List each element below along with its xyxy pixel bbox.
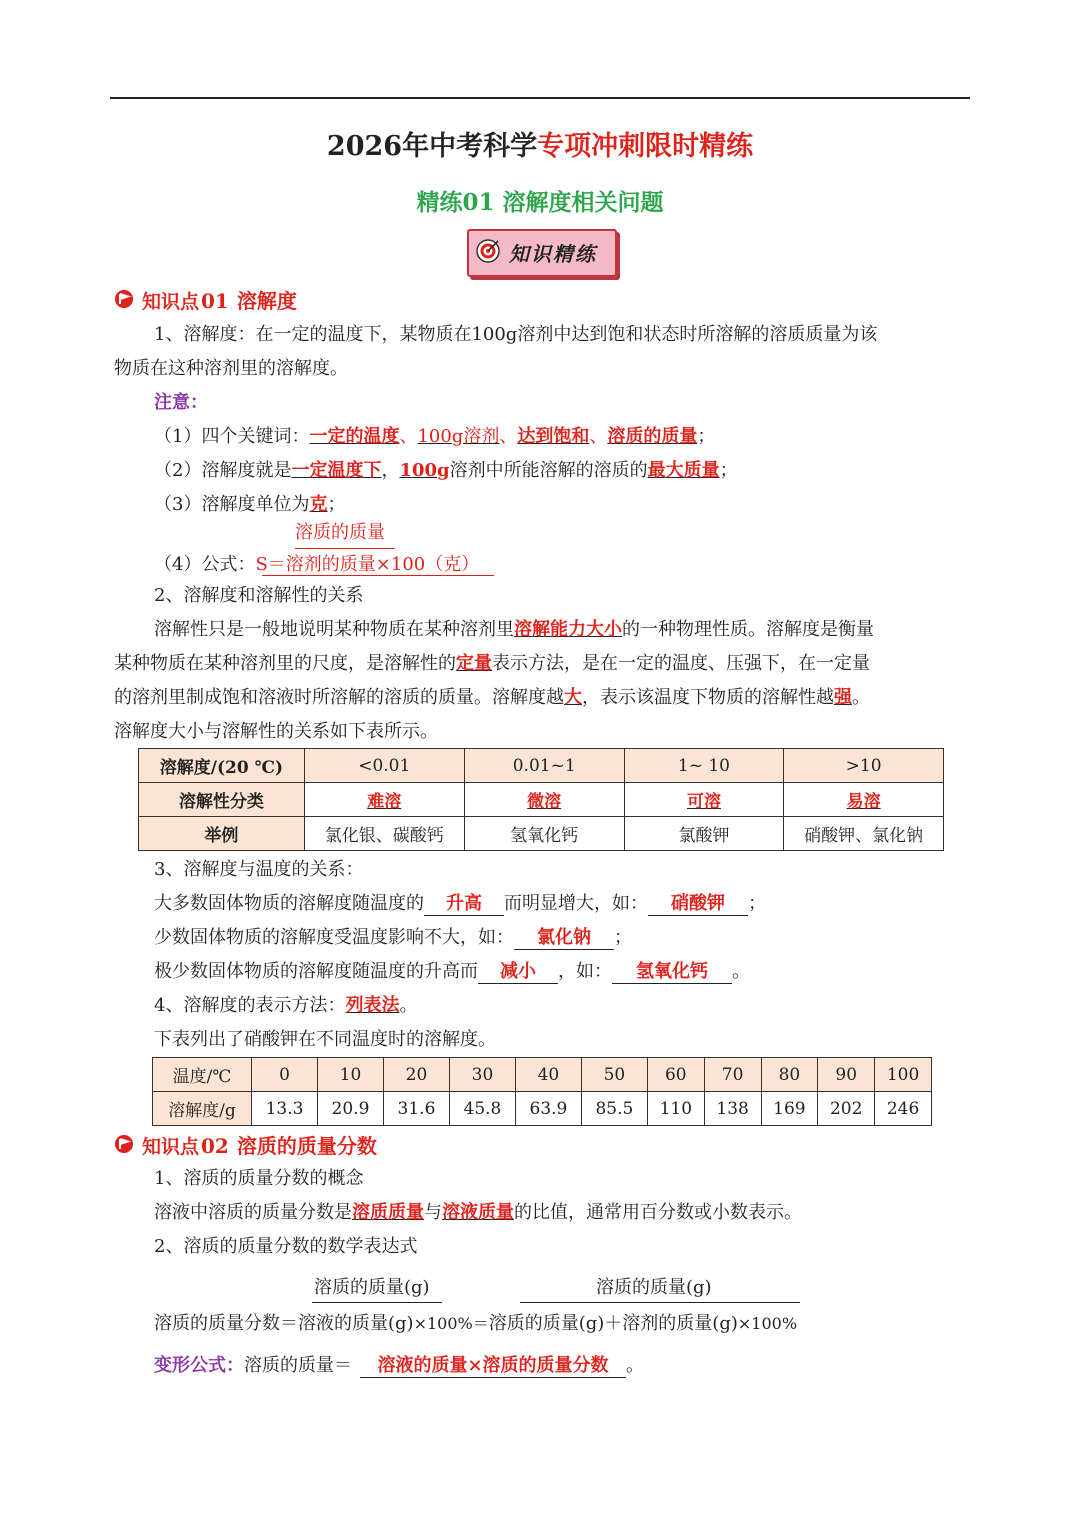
top-rule [110,97,970,99]
para-line: 溶解性只是一般地说明某种物质在某种溶剂里溶解能力大小的一种物理性质。溶解度是衡量 [154,619,874,640]
para-line: 的溶剂里制成饱和溶液时所溶解的溶质的质量。溶解度越大，表示该温度下物质的溶解性越强。 [114,687,870,708]
para-line: 1、溶质的质量分数的概念 [154,1168,364,1189]
page-title: 2026年中考科学专项冲刺限时精练 [326,131,754,162]
kno3-solubility-table [152,1057,932,1126]
para-line: 某种物质在某种溶剂里的尺度，是溶解性的定量表示方法，是在一定的温度、压强下，在一定量 [114,653,870,674]
note-1: （1）四个关键词：一定的温度、100g溶剂、达到饱和、溶质的质量； [154,426,716,447]
badge-label: 知识精练 [509,242,597,266]
knowledge-badge [467,229,615,275]
para-line: 2、溶质的质量分数的数学表达式 [154,1236,418,1257]
table-row: 温度/℃ 0 10 20 30 40 50 60 70 80 90 100 [153,1058,932,1092]
table-row: 举例 氯化银、碳酸钙 氢氧化钙 氯酸钾 硝酸钾、氯化钠 [139,817,944,851]
table-row: 溶解度/g 13.3 20.9 31.6 45.8 63.9 85.5 110 138 169 202 246 [153,1092,932,1126]
para-line: 少数固体物质的溶解度受温度影响不大，如： 氯化钠 ； [154,927,632,948]
flag-icon [114,289,134,309]
para-line: 极少数固体物质的溶解度随温度的升高而 减小 ，如： 氢氧化钙 。 [154,961,750,982]
note-4: （4）公式：S＝溶剂的质量×100（克） [154,554,480,575]
fraction-bar [520,1302,800,1303]
formula-numerator: 溶质的质量(g) [596,1277,712,1298]
para-line: 1、溶解度：在一定的温度下，某物质在100g溶剂中达到饱和状态时所溶解的溶质质量为该 [154,324,878,345]
para-line: 物质在这种溶剂里的溶解度。 [114,358,348,379]
para-line: 溶解度大小与溶解性的关系如下表所示。 [114,721,438,742]
fraction-bar [312,1302,442,1303]
formula-underline [262,575,494,576]
flag-icon [114,1134,134,1154]
para-line: 大多数固体物质的溶解度随温度的 升高 而明显增大，如： 硝酸钾 ； [154,893,766,914]
target-icon [476,239,500,263]
table-row: 溶解性分类 难溶 微溶 可溶 易溶 [139,783,944,817]
note-3: （3）溶解度单位为克； [154,494,346,515]
note-2: （2）溶解度就是一定温度下，100g溶剂中所能溶解的溶质的最大质量； [154,460,738,481]
page-subtitle: 精练01 溶解度相关问题 [416,189,664,216]
formula-numerator: 溶质的质量 [295,522,385,543]
para-line: 溶液中溶质的质量分数是溶质质量与溶液质量的比值，通常用百分数或小数表示。 [154,1202,802,1223]
solubility-class-table [138,748,944,851]
note-label: 注意： [154,392,208,413]
para-line: 下表列出了硝酸钾在不同温度时的溶解度。 [154,1029,496,1050]
section-heading-3: 3、溶解度与温度的关系： [154,859,364,880]
fraction-bar [295,548,395,549]
table-row: 溶解度/(20 ℃) <0.01 0.01~1 1~ 10 >10 [139,749,944,783]
formula-line: 溶质的质量分数＝溶液的质量(g)×100%＝溶质的质量(g)＋溶剂的质量(g)×100% [154,1313,798,1334]
section-heading-2-1: 2、溶解度和溶解性的关系 [154,585,364,606]
section-heading-4: 4、溶解度的表示方法：列表法。 [154,995,418,1016]
formula-numerator: 溶质的质量(g) [314,1277,430,1298]
variant-formula: 变形公式：溶质的质量＝ 溶液的质量×溶质的质量分数 。 [154,1355,644,1376]
